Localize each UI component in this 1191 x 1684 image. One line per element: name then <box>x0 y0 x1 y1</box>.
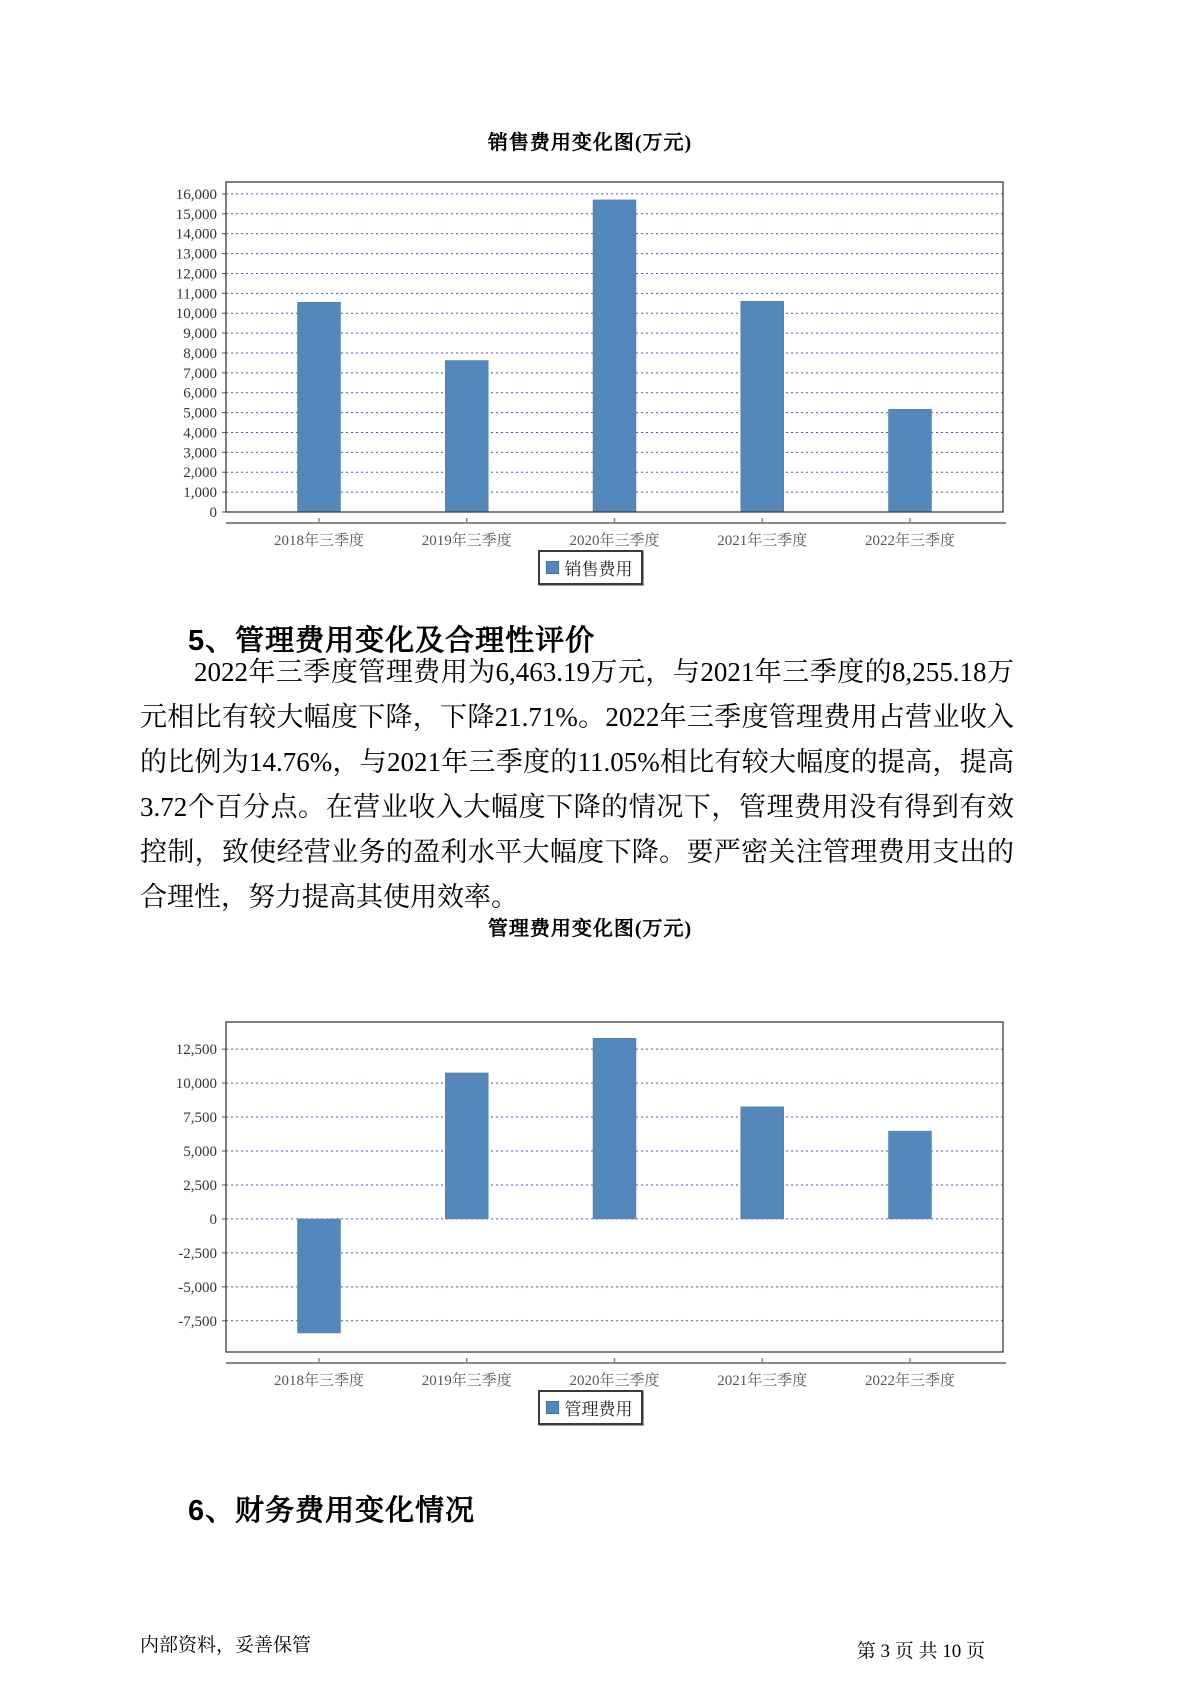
y-tick-label: 0 <box>209 1211 217 1228</box>
y-tick-label: 5,000 <box>183 405 217 422</box>
legend-color-swatch-icon <box>546 561 559 574</box>
y-tick-label: -7,500 <box>178 1313 217 1330</box>
legend-color-swatch-icon <box>546 1401 559 1414</box>
section-paragraph-5: 2022年三季度管理费用为6,463.19万元，与2021年三季度的8,255.18万元相比有较大幅度下降，下降21.71%。2022年三季度管理费用占营业收入的比例为14.76%，与2021年三季度的11.05%相比有较大幅度的提高，提高3.72个百分点。在营业收入大幅度下降的情况下，管理费用没有得到有效控制，致使经营业务的盈利水平大幅度下降。要严密关注管理费用支出的合理性，努力提高其使用效率。 <box>140 657 1014 912</box>
section-heading-6: 6、财务费用变化情况 <box>188 1495 476 1527</box>
y-tick-label: 5,000 <box>183 1144 217 1161</box>
category-label: 2022年三季度 <box>864 533 956 549</box>
y-tick-label: 15,000 <box>175 206 217 223</box>
y-tick-label: 7,000 <box>183 365 217 382</box>
sales-expense-chart <box>170 168 1010 552</box>
y-tick-label: 8,000 <box>183 345 217 362</box>
category-label: 2021年三季度 <box>717 533 808 549</box>
sales-expense-chart-title: 销售费用变化图(万元) <box>487 132 693 154</box>
bar <box>445 361 488 512</box>
bar <box>889 409 932 512</box>
section-heading-5: 5、管理费用变化及合理性评价 <box>188 625 596 657</box>
y-tick-label: 1,000 <box>183 485 217 502</box>
y-tick-label: 10,000 <box>175 1076 217 1093</box>
legend-label: 销售费用 <box>564 560 633 579</box>
category-label: 2018年三季度 <box>273 533 365 549</box>
category-label: 2019年三季度 <box>421 533 512 549</box>
bar <box>593 1038 636 1219</box>
bar <box>298 302 341 512</box>
y-tick-label: 2,500 <box>183 1177 217 1194</box>
y-tick-label: 7,500 <box>183 1110 217 1127</box>
y-tick-label: 4,000 <box>183 425 217 442</box>
y-tick-label: 14,000 <box>175 226 217 243</box>
y-tick-label: 10,000 <box>175 306 217 323</box>
bar <box>741 1107 784 1219</box>
y-tick-label: 3,000 <box>183 445 217 462</box>
admin-expense-chart-title: 管理费用变化图(万元) <box>487 918 693 940</box>
bar-chart-canvas <box>170 1008 1010 1392</box>
bar-chart-canvas <box>170 168 1010 552</box>
y-tick-label: 12,000 <box>175 266 217 283</box>
y-tick-label: -2,500 <box>178 1245 217 1262</box>
category-label: 2021年三季度 <box>717 1373 808 1389</box>
y-tick-label: -5,000 <box>178 1279 217 1296</box>
category-label: 2020年三季度 <box>569 533 660 549</box>
footer-confidential-note: 内部资料，妥善保管 <box>140 1635 312 1656</box>
y-tick-label: 2,000 <box>183 465 217 482</box>
y-tick-label: 13,000 <box>175 246 217 263</box>
y-tick-label: 16,000 <box>175 186 217 203</box>
legend-box <box>538 1390 643 1425</box>
category-label: 2019年三季度 <box>421 1373 512 1389</box>
category-label: 2022年三季度 <box>864 1373 956 1389</box>
bar <box>298 1219 341 1333</box>
y-tick-label: 0 <box>209 505 217 521</box>
bar <box>593 200 636 512</box>
footer-page-number: 第 3 页 共 10 页 <box>856 1641 985 1662</box>
y-tick-label: 12,500 <box>175 1042 217 1059</box>
legend-box <box>538 550 643 585</box>
sales-expense-chart-legend <box>170 550 1010 585</box>
y-tick-label: 9,000 <box>183 326 217 343</box>
bar <box>741 301 784 512</box>
admin-expense-chart <box>170 1008 1010 1392</box>
y-tick-label: 11,000 <box>176 286 217 303</box>
admin-expense-chart-legend <box>170 1390 1010 1425</box>
legend-label: 管理费用 <box>564 1400 633 1419</box>
category-label: 2020年三季度 <box>569 1373 660 1389</box>
bar <box>445 1073 488 1219</box>
y-tick-label: 6,000 <box>183 385 217 402</box>
category-label: 2018年三季度 <box>273 1373 365 1389</box>
bar <box>889 1131 932 1219</box>
